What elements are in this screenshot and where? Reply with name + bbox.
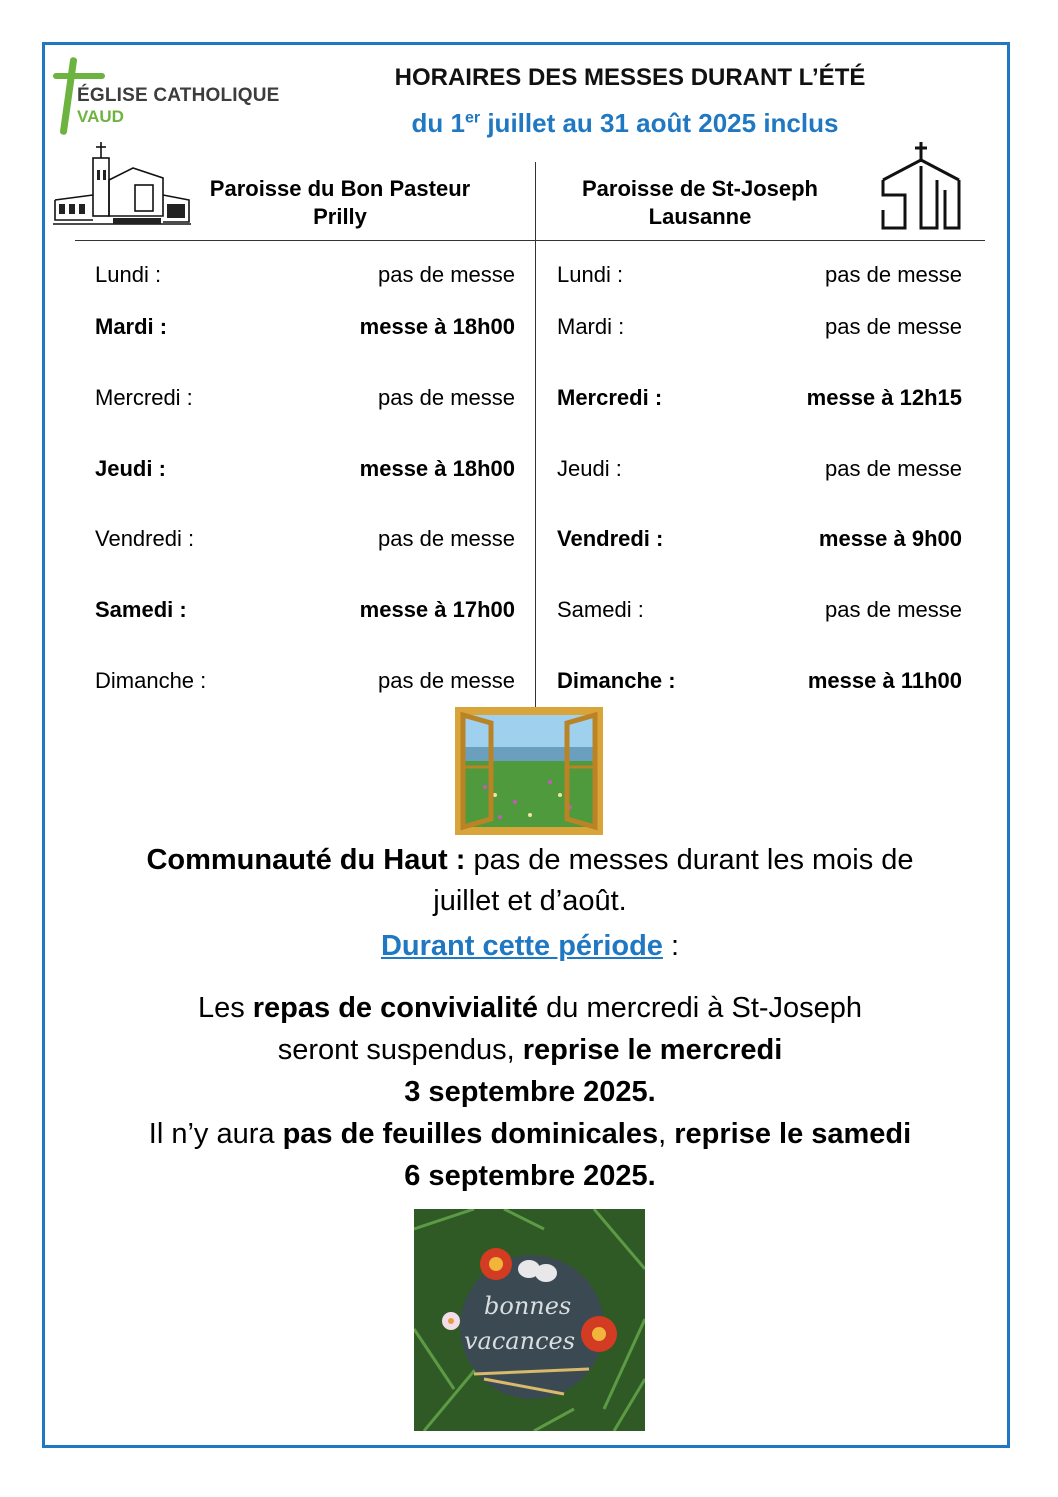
schedule-row bbox=[95, 314, 515, 346]
parish-st-joseph-header bbox=[545, 175, 855, 231]
schedule-row bbox=[557, 385, 962, 417]
parish-bon-pasteur-header bbox=[185, 175, 495, 231]
parish-right-name: Paroisse de St-Joseph bbox=[582, 176, 818, 201]
schedule-row bbox=[95, 668, 515, 700]
bonnes-vacances-image bbox=[414, 1209, 645, 1431]
parish-left-name: Paroisse du Bon Pasteur bbox=[209, 176, 471, 201]
day-label: Jeudi : bbox=[95, 456, 166, 481]
header-divider bbox=[75, 240, 985, 241]
community-label: Communauté du Haut : bbox=[146, 844, 466, 876]
day-label: Samedi : bbox=[95, 597, 187, 622]
subtitle-sup: er bbox=[464, 109, 481, 127]
mass-time: messe à 12h15 bbox=[806, 385, 962, 410]
mass-time: messe à 17h00 bbox=[359, 597, 515, 622]
notice-text: , bbox=[658, 1118, 675, 1150]
day-label: Jeudi : bbox=[557, 456, 622, 481]
subtitle-pre: du 1 bbox=[411, 108, 465, 138]
schedule-row bbox=[95, 456, 515, 488]
eglise-catholique-vaud-logo bbox=[55, 55, 285, 145]
period-colon: : bbox=[662, 930, 680, 962]
schedule-row bbox=[95, 597, 515, 629]
day-label: Lundi : bbox=[557, 262, 624, 287]
parish-left-place: Prilly bbox=[313, 204, 367, 229]
day-label: Dimanche : bbox=[95, 668, 207, 693]
page-subtitle bbox=[300, 108, 950, 139]
day-label: Mercredi : bbox=[557, 385, 663, 410]
logo-line2: VAUD bbox=[77, 107, 124, 126]
mass-time: pas de messe bbox=[825, 456, 962, 481]
open-window-illustration bbox=[455, 707, 603, 835]
period-link[interactable]: Durant cette période bbox=[380, 930, 663, 962]
community-text: pas de messes durant les mois de bbox=[465, 844, 914, 876]
day-label: Mardi : bbox=[95, 314, 168, 339]
notice-text: Les bbox=[197, 992, 253, 1024]
day-label: Samedi : bbox=[557, 597, 644, 622]
day-label: Vendredi : bbox=[557, 526, 664, 551]
notice-bold: pas de feuilles dominicales bbox=[282, 1118, 659, 1150]
notice-date: 3 septembre 2025. bbox=[404, 1076, 656, 1108]
schedule-row bbox=[557, 526, 962, 558]
day-label: Vendredi : bbox=[95, 526, 195, 551]
schedule-row bbox=[557, 668, 962, 700]
schedule-row bbox=[557, 262, 962, 294]
schedule-row bbox=[95, 262, 515, 294]
church-sketch-icon bbox=[53, 140, 193, 235]
day-label: Mardi : bbox=[557, 314, 625, 339]
logo-line1: ÉGLISE CATHOLIQUE bbox=[77, 85, 280, 106]
notice-text: seront suspendus, bbox=[277, 1034, 523, 1066]
notice-text: du mercredi à St-Joseph bbox=[538, 992, 863, 1024]
column-divider bbox=[535, 162, 536, 707]
church-icon bbox=[875, 140, 967, 235]
logo-cross-icon bbox=[60, 57, 78, 135]
vacances-text: vacances bbox=[464, 1327, 576, 1355]
notice-date: 6 septembre 2025. bbox=[404, 1160, 656, 1192]
mass-time: messe à 9h00 bbox=[818, 526, 962, 551]
schedule-row bbox=[95, 526, 515, 558]
mass-time: pas de messe bbox=[378, 262, 515, 287]
schedule-row bbox=[557, 597, 962, 629]
period-heading bbox=[60, 930, 1000, 963]
notice-bold: reprise le samedi bbox=[674, 1118, 912, 1150]
page-title: HORAIRES DES MESSES DURANT L’ÉTÉ bbox=[394, 64, 866, 91]
community-notice bbox=[60, 840, 1000, 922]
mass-time: pas de messe bbox=[825, 597, 962, 622]
mass-time: pas de messe bbox=[825, 262, 962, 287]
schedule-row bbox=[557, 314, 962, 346]
notice-bold: repas de convivialité bbox=[252, 992, 539, 1024]
mass-time: pas de messe bbox=[378, 385, 515, 410]
schedule-row bbox=[557, 456, 962, 488]
community-text-2: juillet et d’août. bbox=[433, 885, 627, 917]
day-label: Dimanche : bbox=[557, 668, 676, 693]
mass-time: messe à 11h00 bbox=[807, 668, 962, 693]
parish-right-place: Lausanne bbox=[648, 204, 752, 229]
logo-cross-bar bbox=[53, 73, 105, 79]
notice-text: Il n’y aura bbox=[148, 1118, 283, 1150]
mass-time: pas de messe bbox=[825, 314, 962, 339]
bonnes-text: bonnes bbox=[484, 1292, 572, 1320]
mass-time: pas de messe bbox=[378, 526, 515, 551]
mass-time: pas de messe bbox=[378, 668, 515, 693]
notice-bold: reprise le mercredi bbox=[522, 1034, 783, 1066]
schedule-row bbox=[95, 385, 515, 417]
mass-time: messe à 18h00 bbox=[359, 314, 515, 339]
subtitle-post: juillet au 31 août 2025 inclus bbox=[480, 108, 839, 138]
day-label: Mercredi : bbox=[95, 385, 193, 410]
day-label: Lundi : bbox=[95, 262, 162, 287]
mass-time: messe à 18h00 bbox=[359, 456, 515, 481]
period-notice bbox=[60, 987, 1000, 1197]
